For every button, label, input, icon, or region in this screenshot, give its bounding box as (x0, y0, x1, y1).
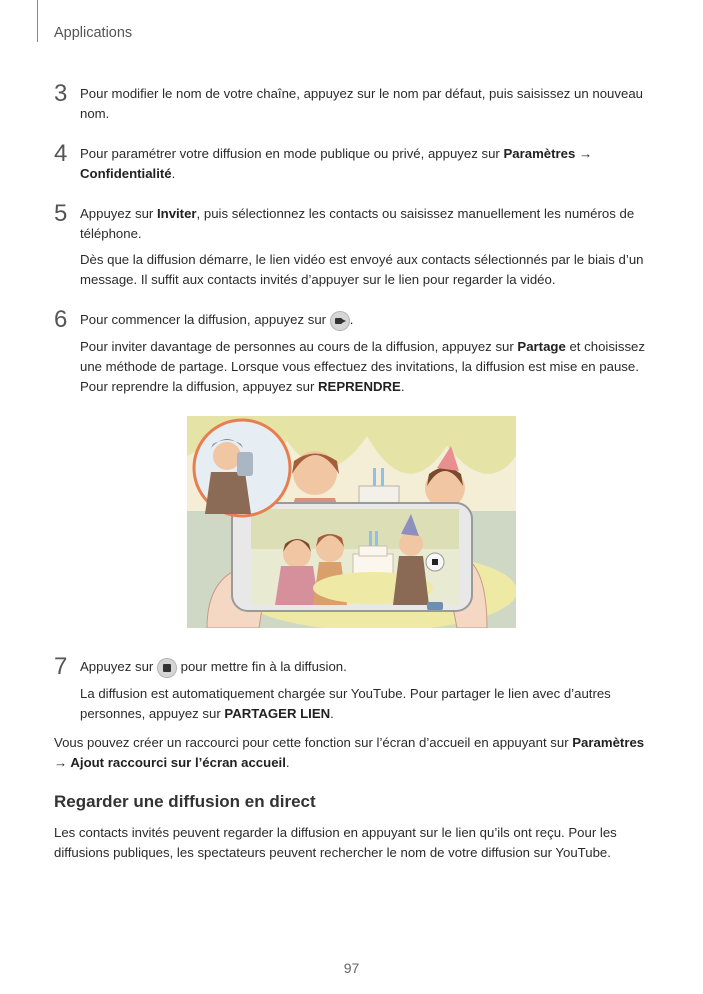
step-text: Pour commencer la diffusion, appuyez sur . (80, 310, 654, 331)
page-header: Applications (54, 25, 133, 41)
step-number: 6 (54, 306, 68, 333)
share-link-label: PARTAGER LIEN (224, 705, 331, 721)
section-body: Les contacts invités peuvent regarder la diffusion en appuyant sur le lien qu’ils ont reçu. Pour les diffusions publiques, les spectateurs peuvent rechercher le nom de votre diffusion sur YouTube. (54, 825, 617, 860)
step-5 (54, 200, 654, 296)
step-6 (54, 306, 654, 403)
section-title: Regarder une diffusion en direct (54, 792, 316, 811)
step-number: 5 (54, 200, 68, 227)
step-number: 7 (54, 653, 68, 680)
step-number: 3 (54, 80, 68, 107)
viewer-phone (237, 452, 253, 476)
invite-label: Inviter (156, 206, 197, 221)
cake (353, 554, 393, 574)
menu-path-settings: Paramètres (503, 146, 576, 161)
resume-label: REPRENDRE (318, 378, 401, 394)
menu-path-privacy: Confidentialité (80, 166, 172, 181)
step-7 (54, 653, 654, 730)
broadcast-illustration (187, 416, 516, 628)
stop-icon (157, 658, 177, 678)
step-text: Pour modifier le nom de votre chaîne, appuyez sur le nom par défaut, puis saisissez un nouveau nom. (80, 86, 643, 121)
step-text: Pour paramétrer votre diffusion en mode publique ou privé, appuyez sur Paramètres → Confidentialité. (80, 146, 593, 181)
step-text: La diffusion est automatiquement chargée sur YouTube. Pour partager le lien avec d’autres personnes, appuyez sur PARTAGER LIEN. (80, 685, 611, 721)
header-rule (37, 0, 38, 42)
add-shortcut-label: Ajout raccourci sur l’écran accueil (70, 755, 286, 770)
step-text: Pour inviter davantage de personnes au cours de la diffusion, appuyez sur Partage et choisissez une méthode de partage. Lorsque vous effectuez des invitations, la diffusion est mise en pause. Pour reprendre la diffusion, appuyez sur REPRENDRE. (80, 338, 645, 394)
step-text: Appuyez sur Inviter, puis sélectionnez les contacts ou saisissez manuellement les numéros de téléphone. (80, 206, 635, 241)
step-4 (54, 140, 654, 190)
settings-label: Paramètres (572, 735, 645, 750)
shortcut-note: Vous pouvez créer un raccourci pour cette fonction sur l’écran d’accueil en appuyant sur Paramètres → Ajout raccourci sur l’écran accueil. (54, 735, 645, 770)
step-text: Appuyez sur pour mettre fin à la diffusion. (80, 657, 654, 678)
step-text: Dès que la diffusion démarre, le lien vidéo est envoyé aux contacts sélectionnés par le biais d’un message. Il suffit aux contacts invités d’appuyer sur le lien pour regarder la vidéo. (80, 252, 644, 287)
video-camera-icon (330, 311, 350, 331)
step-3 (54, 80, 654, 130)
share-label: Partage (517, 338, 566, 354)
step-number: 4 (54, 140, 68, 167)
page-number: 97 (343, 960, 360, 976)
